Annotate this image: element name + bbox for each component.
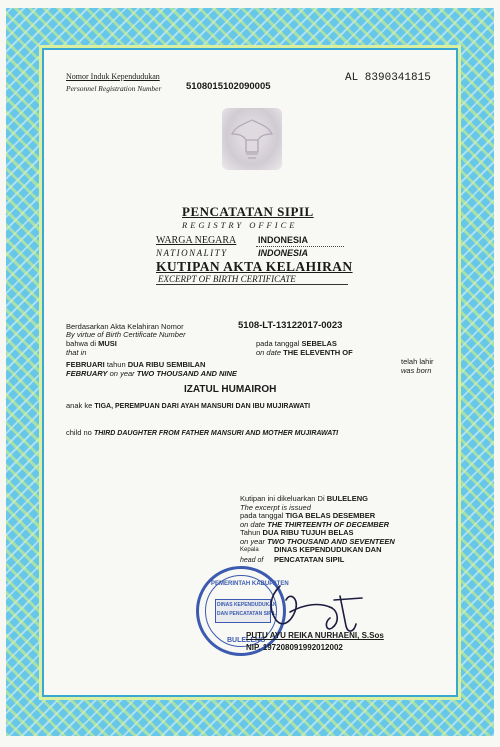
title-underline xyxy=(156,284,348,285)
office-title-en: REGISTRY OFFICE xyxy=(182,220,298,230)
issued-label-en: The excerpt is issued xyxy=(240,503,311,512)
nationality-value: INDONESIA xyxy=(258,235,309,245)
born-label: telah lahir xyxy=(401,357,434,366)
office-title: PENCATATAN SIPIL xyxy=(182,204,314,219)
issued-date-row-en: on date THE THIRTEENTH OF DECEMBER xyxy=(240,520,390,529)
head-label: Kepala xyxy=(240,547,259,553)
issued-date-row: pada tanggal TIGA BELAS DESEMBER xyxy=(240,511,376,520)
that-in-en: that in xyxy=(66,348,87,357)
place-row: bahwa di MUSI xyxy=(66,339,117,348)
document-title-en: EXCERPT OF BIRTH CERTIFICATE xyxy=(158,274,296,284)
stamp-bottom-text: BULELENG xyxy=(227,637,266,644)
document-title: KUTIPAN AKTA KELAHIRAN xyxy=(156,259,353,274)
born-label-en: was born xyxy=(401,366,432,375)
signature-icon xyxy=(250,578,380,638)
child-name: IZATUL HUMAIROH xyxy=(184,384,277,395)
issued-year-row: Tahun DUA RIBU TUJUH BELAS xyxy=(240,528,354,537)
garuda-emblem-icon xyxy=(222,108,282,170)
official-nip: NIP. 197208091992012002 xyxy=(246,643,343,652)
stamp-inner-text-1: DINAS KEPENDUDUKAN xyxy=(217,602,277,608)
head-office-line1: DINAS KEPENDUDUKAN DAN xyxy=(274,545,382,554)
nationality-dotline xyxy=(256,246,344,247)
cert-number-label-en: By virtue of Birth Certificate Number xyxy=(66,330,186,339)
nik-value: 5108015102090005 xyxy=(186,81,271,92)
stamp-top-text: PEMERINTAH KABUPATEN xyxy=(211,581,289,587)
head-office-line2: PENCATATAN SIPIL xyxy=(274,555,345,564)
nationality-value-en: INDONESIA xyxy=(258,248,309,258)
date-row-en: on date THE ELEVENTH OF xyxy=(256,348,353,357)
nik-label-en: Personnel Registration Number xyxy=(66,84,162,93)
cert-number-label: Berdasarkan Akta Kelahiran Nomor xyxy=(66,322,184,331)
nationality-label-en: NATIONALITY xyxy=(156,248,228,258)
issued-row: Kutipan ini dikeluarkan Di BULELENG xyxy=(240,494,368,503)
serial-number: AL 8390341815 xyxy=(345,72,431,84)
month-year-row-en: FEBRUARY on year TWO THOUSAND AND NINE xyxy=(66,369,237,378)
month-year-row: FEBRUARI tahun DUA RIBU SEMBILAN xyxy=(66,360,206,369)
date-row: pada tanggal SEBELAS xyxy=(256,339,337,348)
stamp-inner-text-2: DAN PENCATATAN SIPIL xyxy=(217,611,277,617)
child-order-row-en: child no THIRD DAUGHTER FROM FATHER MANSURI AND MOTHER MUJIRAWATI xyxy=(66,428,339,437)
official-name: PUTU AYU REIKA NURHAENI, S.Sos xyxy=(246,631,384,640)
cert-number: 5108-LT-13122017-0023 xyxy=(238,320,343,331)
child-order-row: anak ke TIGA, PEREMPUAN DARI AYAH MANSURI DAN IBU MUJIRAWATI xyxy=(66,401,311,410)
head-label-en: head of xyxy=(240,557,264,564)
issued-year-row-en: on year TWO THOUSAND AND SEVENTEEN xyxy=(240,537,395,546)
nik-label: Nomor Induk Kependudukan xyxy=(66,72,160,81)
nationality-label: WARGA NEGARA xyxy=(156,235,237,246)
